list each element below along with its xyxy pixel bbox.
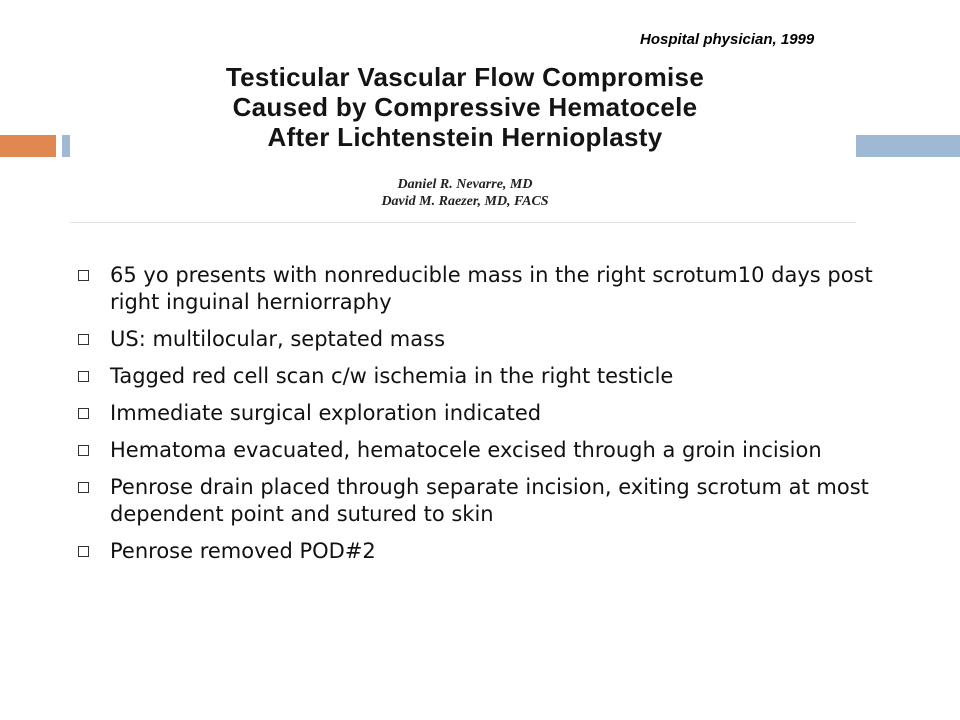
- bullet-text: US: multilocular, septated mass: [110, 327, 446, 351]
- square-bullet-icon: [78, 334, 89, 345]
- bullet-item: [76, 474, 916, 528]
- bullet-item: [76, 363, 916, 390]
- square-bullet-icon: [78, 371, 89, 382]
- bullet-text: 65 yo presents with nonreducible mass in the right scrotum10 days post right inguinal herniorraphy: [110, 263, 873, 314]
- paper-title-line-1: Testicular Vascular Flow Compromise: [225, 62, 705, 92]
- paper-title-line-2: Caused by Compressive Hematocele: [232, 92, 698, 122]
- bullet-text: Penrose removed POD#2: [110, 539, 376, 563]
- paper-title-line-3: After Lichtenstein Hernioplasty: [267, 122, 663, 152]
- square-bullet-icon: [78, 482, 89, 493]
- paper-title: [165, 62, 765, 152]
- paper-authors: [165, 176, 765, 210]
- bullet-item: [76, 326, 916, 353]
- square-bullet-icon: [78, 546, 89, 557]
- square-bullet-icon: [78, 445, 89, 456]
- accent-bar-orange: [0, 135, 56, 157]
- bullet-text: Immediate surgical exploration indicated: [110, 401, 542, 425]
- bullet-text: Hematoma evacuated, hematocele excised through a groin incision: [110, 438, 822, 462]
- bullet-list: [76, 262, 916, 575]
- bullet-item: [76, 262, 916, 316]
- citation: Hospital physician, 1999: [640, 31, 815, 48]
- square-bullet-icon: [78, 408, 89, 419]
- accent-bar-blue-left: [62, 135, 70, 157]
- accent-bar-blue-right: [856, 135, 960, 157]
- square-bullet-icon: [78, 270, 89, 281]
- author-1: Daniel R. Nevarre, MD: [397, 177, 533, 192]
- author-2: David M. Raezer, MD, FACS: [381, 194, 549, 209]
- paper-header-image: [70, 55, 856, 221]
- bullet-item: [76, 400, 916, 427]
- bullet-text: Penrose drain placed through separate incision, exiting scrotum at most dependent point and sutured to skin: [110, 475, 869, 526]
- bullet-item: [76, 437, 916, 464]
- bullet-item: [76, 538, 916, 565]
- bullet-text: Tagged red cell scan c/w ischemia in the right testicle: [110, 364, 674, 388]
- header-divider: [70, 222, 856, 223]
